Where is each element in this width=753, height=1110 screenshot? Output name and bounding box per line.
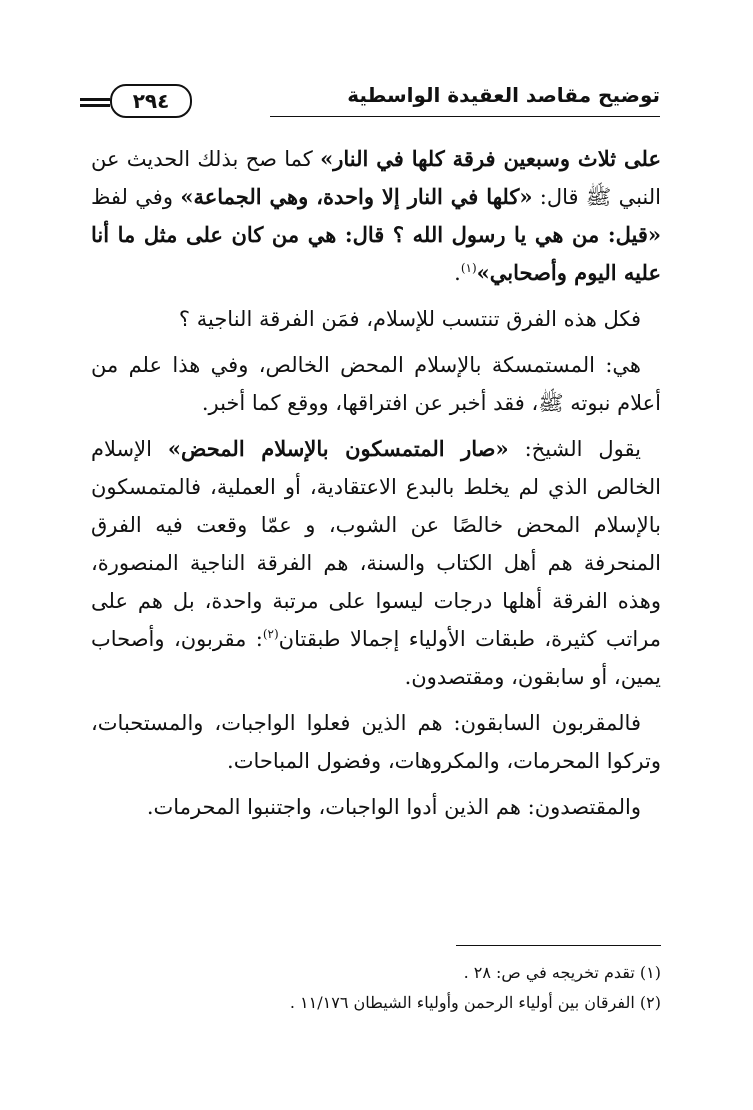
paragraph-2: فكل هذه الفرق تنتسب للإسلام، فمَن الفرقة الناجية ؟ <box>178 307 641 331</box>
page-number: ٢٩٤ <box>110 84 192 118</box>
text-run: يقول الشيخ: <box>508 437 641 461</box>
paragraph-6: والمقتصدون: هم الذين أدوا الواجبات، واجتنبوا المحرمات. <box>146 795 641 819</box>
main-text <box>91 140 661 834</box>
quoted-phrase: «صار المتمسكون بالإسلام المحض» <box>167 436 509 461</box>
text-run: كما صح بذلك الحديث عن النبي ﷺ قال: <box>91 147 661 209</box>
bold-phrase: على ثلاث وسبعين فرقة كلها في النار» <box>320 146 661 171</box>
footnote-number: (١) <box>639 963 661 982</box>
text-run: . <box>454 261 461 285</box>
paragraph-1 <box>91 140 661 292</box>
book-title: توضيح مقاصد العقيدة الواسطية <box>347 83 660 107</box>
footnote-text: تقدم تخريجه في ص: ٢٨ . <box>463 963 635 982</box>
page-number-ornament <box>80 84 240 118</box>
header-rule <box>270 116 660 117</box>
text-run: الإسلام الخالص الذي لم يخلط بالبدع الاعتقادية، أو العملية، فالمتمسكون بالإسلام المحض خالصًا عن الشوب، و عمّا وقعت فيه الفرق المنحرفة هم أهل الكتاب والسنة، هم الفرقة الناجية المنصورة، وهذه الفرقة أهلها درجات ليسوا على مرتبة واحدة، بل هم على مراتب كثيرة، طبقات الأولياء إجمالا طبقتان <box>91 437 662 651</box>
footnote-ref: (٢) <box>262 627 279 641</box>
running-header <box>80 80 660 124</box>
footnote-2 <box>91 988 661 1018</box>
footnote-separator <box>456 945 661 946</box>
text-run: وفي لفظ <box>91 185 181 209</box>
text-run: : مقربون، وأصحاب يمين، أو سابقون، ومقتصدون. <box>91 627 661 689</box>
paragraph-3: هي: المستمسكة بالإسلام المحض الخالص، وفي هذا علم من أعلام نبوته ﷺ، فقد أخبر عن افتراقها، ووقع كما أخبر. <box>91 353 661 415</box>
paragraph-5: فالمقربون السابقون: هم الذين فعلوا الواجبات، والمستحبات، وتركوا المحرمات، والمكروهات، وفضول المباحات. <box>91 711 661 773</box>
footnote-1 <box>91 958 661 988</box>
footnotes <box>91 958 661 1018</box>
footnote-number: (٢) <box>639 993 661 1012</box>
hadith-quote: «كلها في النار إلا واحدة، وهي الجماعة» <box>180 184 533 209</box>
ornament-line <box>80 104 110 107</box>
footnote-text: الفرقان بين أولياء الرحمن وأولياء الشيطان ١١/١٧٦ . <box>289 993 635 1012</box>
ornament-line <box>80 98 110 101</box>
paragraph-4 <box>91 430 661 696</box>
hadith-quote: «قيل: من هي يا رسول الله ؟ قال: هي من كان على مثل ما أنا عليه اليوم وأصحابي» <box>91 222 661 285</box>
footnote-ref: (١) <box>460 261 477 275</box>
